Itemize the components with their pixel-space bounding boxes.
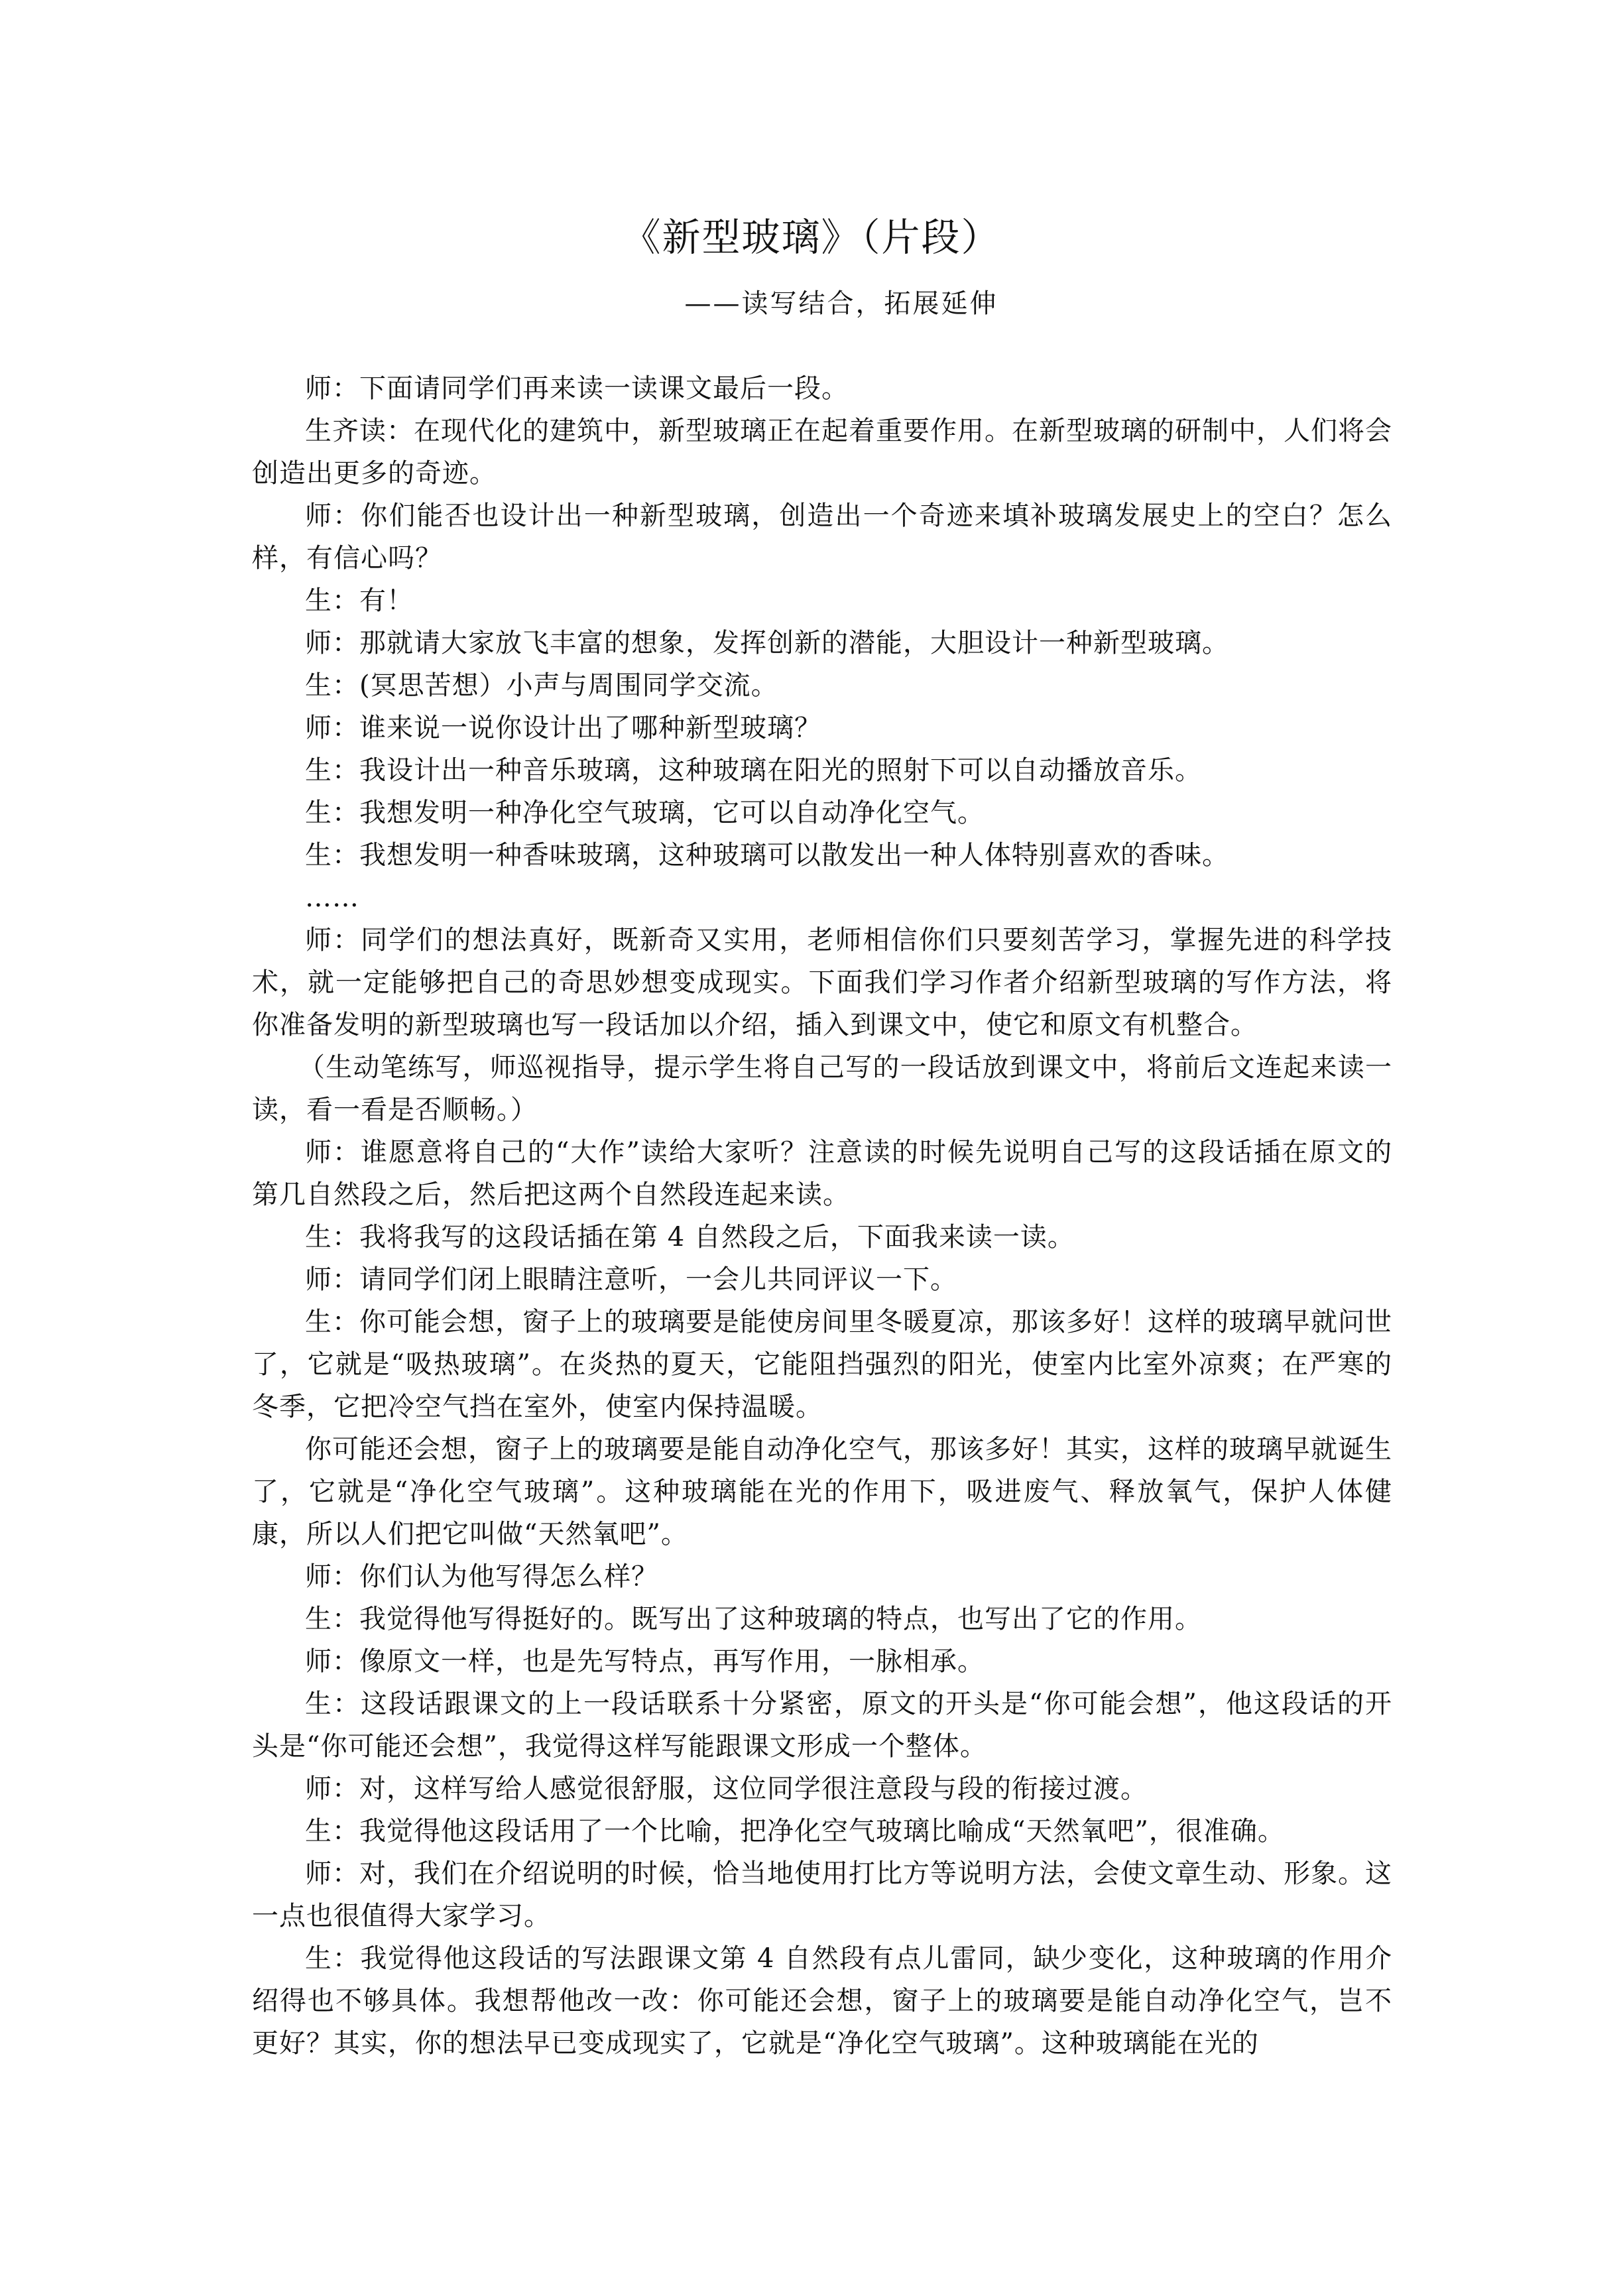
paragraph: 师：你们认为他写得怎么样？: [305, 1561, 658, 1592]
paragraph: 生：我设计出一种音乐玻璃，这种玻璃在阳光的照射下可以自动播放音乐。: [305, 755, 1202, 786]
paragraph: 生齐读：在现代化的建筑中，新型玻璃正在起着重要作用。在新型玻璃的研制中，人们将会创造出更多的奇迹。: [252, 416, 1392, 489]
paragraph: 你可能还会想，窗子上的玻璃要是能自动净化空气，那该多好！其实，这样的玻璃早就诞生了，它就是“净化空气玻璃”。这种玻璃能在光的作用下，吸进废气、释放氧气，保护人体健康，所以人们把它叫做“天然氧吧”。: [252, 1434, 1392, 1549]
paragraph: 生：我觉得他这段话用了一个比喻，把净化空气玻璃比喻成“天然氧吧”，很准确。: [305, 1816, 1285, 1846]
paragraph: 生：我想发明一种净化空气玻璃，它可以自动净化空气。: [305, 798, 985, 828]
paragraph: 师：谁愿意将自己的“大作”读给大家听？注意读的时候先说明自己写的这段话插在原文的第几自然段之后，然后把这两个自然段连起来读。: [252, 1137, 1392, 1210]
document-title: 《新型玻璃》（片段）: [622, 215, 1001, 260]
ellipsis: ……: [305, 882, 359, 913]
paragraph: 师：对，我们在介绍说明的时候，恰当地使用打比方等说明方法，会使文章生动、形象。这一点也很值得大家学习。: [252, 1858, 1392, 1931]
paragraph: 生：我觉得他这段话的写法跟课文第 4 自然段有点儿雷同，缺少变化，这种玻璃的作用介绍得也不够具体。我想帮他改一改：你可能还会想，窗子上的玻璃要是能自动净化空气，岂不更好？其实，你的想法早已变成现实了，它就是“净化空气玻璃”。这种玻璃能在光的: [252, 1943, 1392, 2059]
paragraph: 生：你可能会想，窗子上的玻璃要是能使房间里冬暖夏凉，那该多好！这样的玻璃早就问世了，它就是“吸热玻璃”。在炎热的夏天，它能阻挡强烈的阳光，使室内比室外凉爽；在严寒的冬季，它把冷空气挡在室外，使室内保持温暖。: [252, 1307, 1392, 1422]
paragraph: 师：你们能否也设计出一种新型玻璃，创造出一个奇迹来填补玻璃发展史上的空白？怎么样，有信心吗？: [252, 501, 1392, 574]
paragraph: 师：那就请大家放飞丰富的想象，发挥创新的潜能，大胆设计一种新型玻璃。: [305, 628, 1229, 658]
paragraph: 生：我想发明一种香味玻璃，这种玻璃可以散发出一种人体特别喜欢的香味。: [305, 840, 1229, 871]
paragraph: 师：下面请同学们再来读一读课文最后一段。: [305, 373, 849, 404]
document-body: [252, 367, 1392, 2065]
paragraph: 生：我将我写的这段话插在第 4 自然段之后，下面我来读一读。: [305, 1222, 1075, 1252]
paragraph: 师：谁来说一说你设计出了哪种新型玻璃？: [305, 713, 821, 743]
paragraph: 师：同学们的想法真好，既新奇又实用，老师相信你们只要刻苦学习，掌握先进的科学技术，就一定能够把自己的奇思妙想变成现实。下面我们学习作者介绍新型玻璃的写作方法，将你准备发明的新型玻璃也写一段话加以介绍，插入到课文中，使它和原文有机整合。: [252, 925, 1392, 1040]
paragraph: 师：像原文一样，也是先写特点，再写作用，一脉相承。: [305, 1646, 985, 1677]
paragraph: 生：我觉得他写得挺好的。既写出了这种玻璃的特点，也写出了它的作用。: [305, 1604, 1202, 1634]
paragraph: 生：这段话跟课文的上一段话联系十分紧密，原文的开头是“你可能会想”，他这段话的开头是“你可能还会想”，我觉得这样写能跟课文形成一个整体。: [252, 1689, 1392, 1762]
paragraph: 生：有！: [305, 585, 414, 616]
document-subtitle: ——读写结合，拓展延伸: [684, 288, 998, 319]
paragraph: 师：对，这样写给人感觉很舒服，这位同学很注意段与段的衔接过渡。: [305, 1774, 1148, 1804]
paragraph: 师：请同学们闭上眼睛注意听，一会儿共同评议一下。: [305, 1264, 957, 1295]
paragraph: （生动笔练写，师巡视指导，提示学生将自己写的一段话放到课文中，将前后文连起来读一读，看一看是否顺畅。）: [252, 1052, 1392, 1125]
paragraph: 生：(冥思苦想）小声与周围同学交流。: [305, 670, 778, 701]
